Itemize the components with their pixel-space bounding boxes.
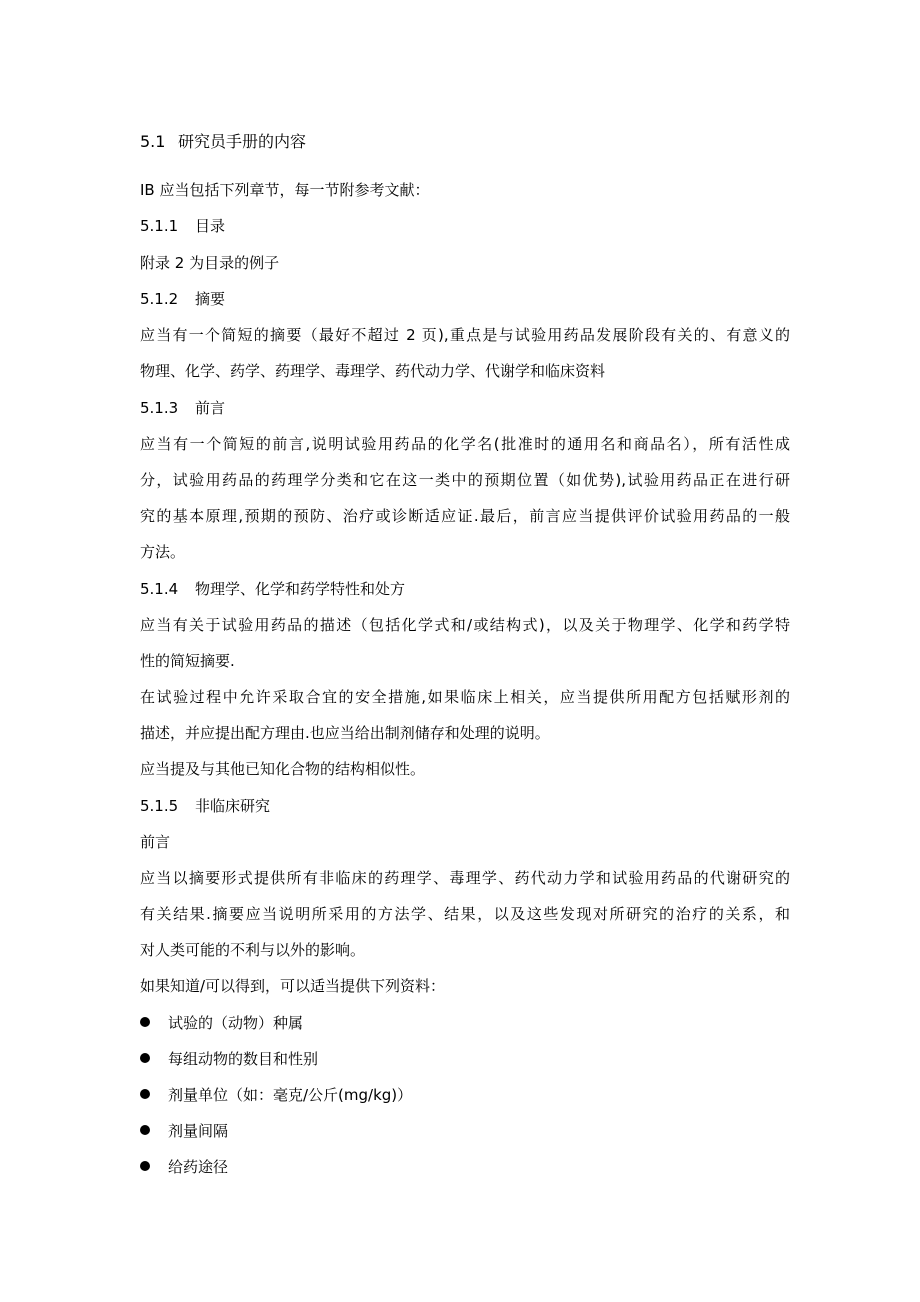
preface-line: 究的基本原理,预期的预防、治疗或诊断适应证.最后，前言应当提供评价试验用药品的一般 xyxy=(140,507,790,525)
similarity-paragraph: 应当提及与其他已知化合物的结构相似性。 xyxy=(140,760,426,778)
nonclinical-line: 对人类可能的不利与以外的影响。 xyxy=(140,941,366,959)
list-item: 每组动物的数目和性别 xyxy=(140,1049,790,1069)
properties-line: 应当有关于试验用药品的描述（包括化学式和/或结构式)，以及关于物理学、化学和药学特 xyxy=(140,616,790,634)
nonclinical-line: 应当以摘要形式提供所有非临床的药理学、毒理学、药代动力学和试验用药品的代谢研究的 xyxy=(140,869,790,887)
nonclinical-subheading: 前言 xyxy=(140,833,171,851)
bullet-icon xyxy=(140,1053,150,1063)
subsection-number: 5.1.1 xyxy=(140,217,179,235)
formulation-line: 在试验过程中允许采取合宜的安全措施,如果临床上相关，应当提供所用配方包括赋形剂的 xyxy=(140,688,790,706)
bullet-icon xyxy=(140,1161,150,1171)
list-item: 剂量间隔 xyxy=(140,1121,790,1141)
section-title: 研究员手册的内容 xyxy=(178,132,307,151)
summary-line: 应当有一个简短的摘要（最好不超过 2 页),重点是与试验用药品发展阶段有关的、有意义的 xyxy=(140,326,790,344)
nonclinical-line: 有关结果.摘要应当说明所采用的方法学、结果，以及这些发现对所研究的治疗的关系，和 xyxy=(140,905,790,923)
properties-line: 性的简短摘要. xyxy=(140,652,235,670)
bullet-icon xyxy=(140,1125,150,1135)
bullet-icon xyxy=(140,1089,150,1099)
bullet-icon xyxy=(140,1017,150,1027)
intro-paragraph: IB 应当包括下列章节，每一节附参考文献： xyxy=(140,181,430,199)
subsection-number: 5.1.2 xyxy=(140,290,179,308)
subsection-title: 物理学、化学和药学特性和处方 xyxy=(195,580,406,598)
preface-line: 应当有一个简短的前言,说明试验用药品的化学名(批准时的通用名和商品名），所有活性成 xyxy=(140,435,790,453)
list-item: 剂量单位（如：毫克/公斤(mg/kg)） xyxy=(140,1085,790,1105)
subsection-heading-nonclinical xyxy=(140,796,790,816)
formulation-line: 描述，并应提出配方理由.也应当给出制剂储存和处理的说明。 xyxy=(140,724,550,742)
data-list-intro: 如果知道/可以得到，可以适当提供下列资料： xyxy=(140,977,446,995)
list-item: 试验的（动物）种属 xyxy=(140,1013,790,1033)
preface-line: 分，试验用药品的药理学分类和它在这一类中的预期位置（如优势),试验用药品正在进行研 xyxy=(140,471,790,489)
subsection-title: 目录 xyxy=(195,217,226,235)
subsection-title: 非临床研究 xyxy=(195,797,271,815)
toc-paragraph: 附录 2 为目录的例子 xyxy=(140,254,280,272)
section-heading xyxy=(140,132,790,152)
subsection-number: 5.1.3 xyxy=(140,399,179,417)
summary-line: 物理、化学、药学、药理学、毒理学、药代动力学、代谢学和临床资料 xyxy=(140,362,606,380)
preface-line: 方法。 xyxy=(140,543,186,561)
subsection-heading-preface xyxy=(140,398,790,418)
subsection-number: 5.1.4 xyxy=(140,580,179,598)
subsection-heading-toc xyxy=(140,216,790,236)
list-item: 给药途径 xyxy=(140,1157,790,1177)
subsection-heading-properties xyxy=(140,579,790,599)
section-number: 5.1 xyxy=(140,132,166,151)
subsection-heading-summary xyxy=(140,289,790,309)
subsection-number: 5.1.5 xyxy=(140,797,179,815)
subsection-title: 摘要 xyxy=(195,290,226,308)
subsection-title: 前言 xyxy=(195,399,226,417)
